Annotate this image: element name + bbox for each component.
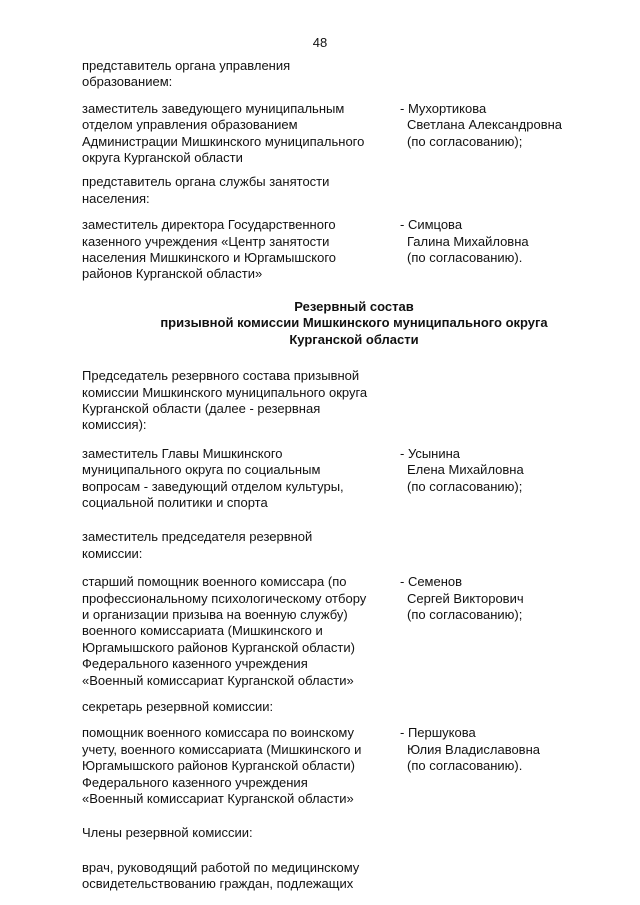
person-name: - Семенов [400,574,463,590]
text-line: образованием: [82,74,173,90]
member-person [400,446,582,512]
agreement-note: (по согласованию). [407,250,523,266]
text-line: Юргамышского районов Курганской области) [82,639,355,655]
person-name: Галина Михайловна [407,233,529,249]
text-line: Председатель резервного состава призывной [82,368,360,384]
person-name: Сергей Викторович [407,590,524,606]
person-name: Юлия Владиславовна [407,741,541,757]
page-number: 48 [312,35,328,50]
person-name: - Усынина [400,445,461,461]
text-line: социальной политики и спорта [82,494,268,510]
role-heading [82,825,582,841]
member-entry [82,217,582,283]
text-line: представитель органа службы занятости [82,174,330,190]
member-position [82,217,400,283]
role-heading [82,368,582,434]
text-line: районов Курганской области» [82,266,263,282]
member-person [400,217,582,283]
member-position [82,725,400,807]
text-line: заместитель Главы Мишкинского [82,445,283,461]
text-line: населения: [82,190,150,206]
document-body [82,58,582,893]
text-line: населения Мишкинского и Юргамышского [82,250,337,266]
agreement-note: (по согласованию); [407,606,523,622]
agreement-note: (по согласованию); [407,478,523,494]
section-title [81,299,627,348]
text-line: заместитель директора Государственного [82,217,336,233]
title-line: Резервный состав [294,298,414,314]
text-line: представитель органа управления [82,58,291,73]
role-heading [82,860,582,893]
person-name: - Мухортикова [400,100,487,116]
member-person [400,574,582,689]
text-line: отделом управления образованием [82,117,298,133]
text-line: заместитель заведующего муниципальным [82,100,345,116]
member-person [400,725,582,807]
member-position [82,446,400,512]
person-name: Елена Михайловна [407,462,524,478]
role-heading [82,699,582,715]
text-line: секретарь резервной комиссии: [82,699,274,714]
person-name: - Симцова [400,217,463,233]
member-entry [82,574,582,689]
text-line: и организации призыва на военную службу) [82,606,348,622]
title-line: Курганской области [289,331,419,347]
text-line: Федерального казенного учреждения [82,774,308,790]
text-line: профессиональному психологическому отбору [82,590,367,606]
text-line: помощник военного комиссара по воинскому [82,725,355,741]
text-line: комиссии: [82,545,143,561]
agreement-note: (по согласованию). [407,758,523,774]
member-entry [82,446,582,512]
text-line: освидетельствованию граждан, подлежащих [82,876,354,892]
member-entry [82,101,582,167]
text-line: учету, военного комиссариата (Мишкинского и [82,741,362,757]
text-line: Члены резервной комиссии: [82,825,253,841]
text-line: Федерального казенного учреждения [82,656,308,672]
text-line: «Военный комиссариат Курганской области» [82,672,354,688]
text-line: «Военный комиссариат Курганской области» [82,791,354,807]
text-line: врач, руководящий работой по медицинскому [82,859,360,875]
person-name: - Першукова [400,725,476,741]
text-line: округа Курганской области [82,150,243,166]
role-heading [82,58,582,91]
member-position [82,574,400,689]
member-person [400,101,582,167]
text-line: Администрации Мишкинского муниципального [82,133,365,149]
text-line: старший помощник военного комиссара (по [82,574,347,590]
text-line: военного комиссариата (Мишкинского и [82,623,323,639]
text-line: комиссия): [82,417,147,433]
title-line: призывной комиссии Мишкинского муниципального округа [160,315,548,331]
text-line: Курганской области (далее - резервная [82,400,321,416]
text-line: комиссии Мишкинского муниципального округа [82,384,368,400]
member-entry [82,725,582,807]
text-line: заместитель председателя резервной [82,529,313,545]
text-line: Юргамышского районов Курганской области) [82,758,355,774]
role-heading [82,174,582,207]
person-name: Светлана Александровна [407,117,563,133]
role-heading [82,529,582,562]
member-position [82,101,400,167]
text-line: казенного учреждения «Центр занятости [82,233,330,249]
agreement-note: (по согласованию); [407,133,523,149]
text-line: муниципального округа по социальным [82,462,321,478]
text-line: вопросам - заведующий отделом культуры, [82,478,344,494]
